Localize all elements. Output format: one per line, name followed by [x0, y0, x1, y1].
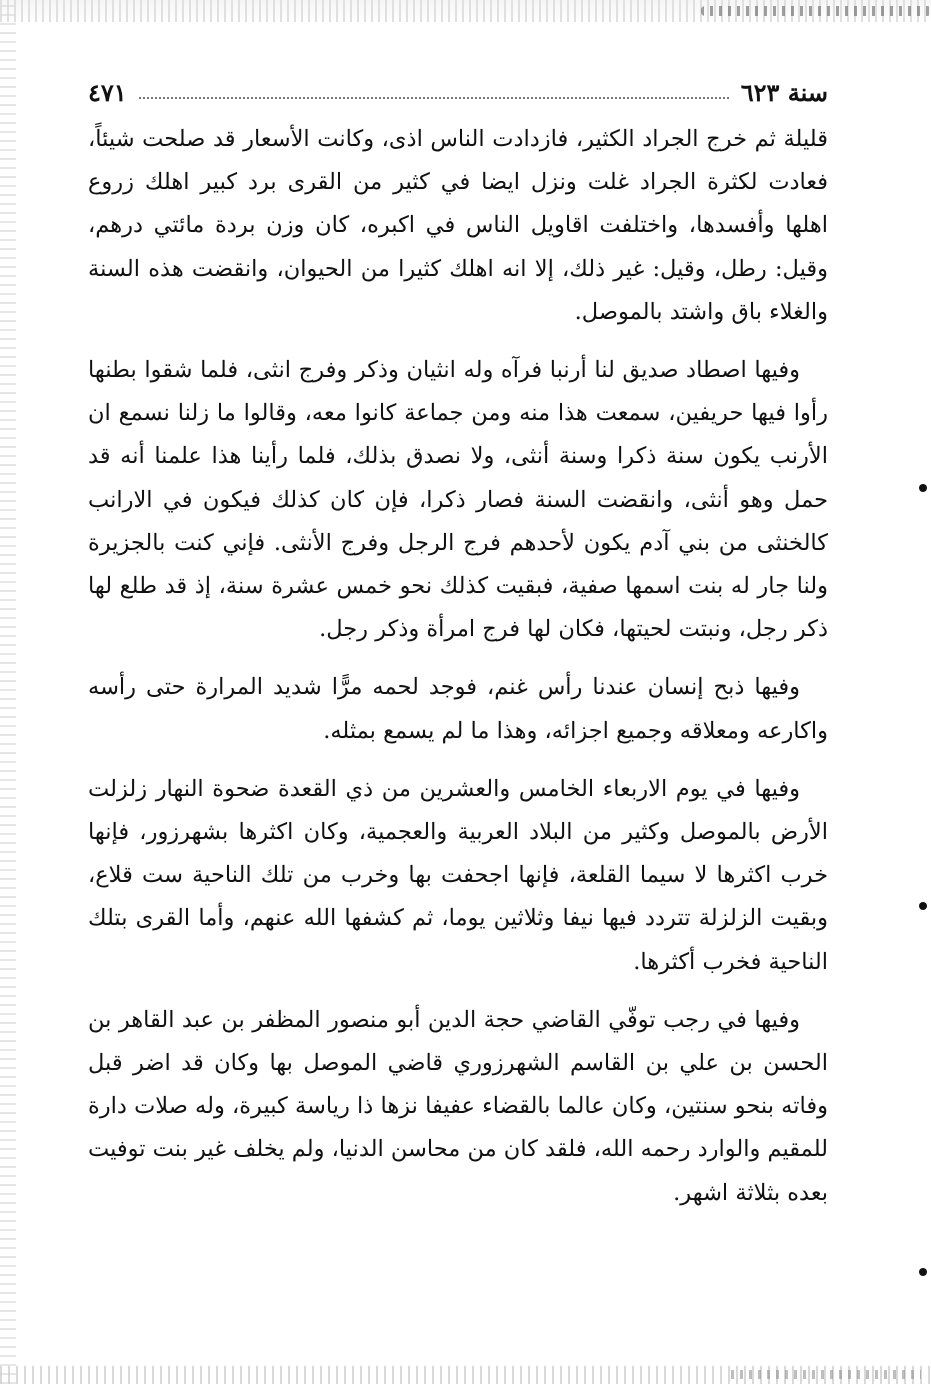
paragraph: وفيها في رجب توفّي القاضي حجة الدين أبو منصور المظفر بن عبد القاهر بن الحسن بن علي بن القاسم الشهرزوري قاضي الموصل بها وكان قد اضر قبل وفاته بنحو سنتين، وكان عالما بالقضاء عفيفا نزها ذا رياسة كبيرة، وله صلات دارة للمقيم والوارد رحمه الله، فلقد كان من محاسن الدنيا، ولم يخلف غير بنت توفيت بعده بثلاثة اشهر. [88, 1006, 828, 1206]
scan-border-bottom [0, 1366, 931, 1384]
book-page [88, 70, 828, 1230]
scan-border-top [0, 0, 931, 22]
paragraph: قليلة ثم خرج الجراد الكثير، فازدادت الناس اذى، وكانت الأسعار قد صلحت شيئاً، فعادت لكثرة الجراد غلت ونزل ايضا في كثير من القرى برد كبير اهلك زروع اهلها وأفسدها، واختلفت اقاويل الناس في اكبره، كان وزن بردة مائتي درهم، وقيل: رطل، وقيل: غير ذلك، إلا انه اهلك كثيرا من الحيوان، وانقضت هذه السنة والغلاء باق واشتد بالموصل. [88, 126, 828, 325]
paragraph: وفيها اصطاد صديق لنا أرنبا فرآه وله انثيان وذكر وفرج انثى، فلما شقوا بطنها رأوا فيها حريفين، سمعت هذا منه ومن جماعة كانوا معه، وقالوا ما زلنا نسمع ان الأرنب يكون سنة ذكرا وسنة أنثى، ولا نصدق بذلك، فلما رأينا هذا علمنا أنه قد حمل وهو أنثى، وانقضت السنة فصار ذكرا، فإن كان كذلك فيكون في الارانب كالخنثى من بني آدم يكون لأحدهم فرج الرجل وفرج الأنثى. فإني كنت بالجزيرة ولنا جار له بنت اسمها صفية، فبقيت كذلك نحو خمس عشرة سنة، إذ قد طلع لها ذكر رجل، ونبتت لحيتها، فكان لها فرج امرأة وذكر رجل. [88, 357, 828, 643]
paragraph: وفيها في يوم الاربعاء الخامس والعشرين من ذي القعدة ضحوة النهار زلزلت الأرض بالموصل وكثير من البلاد العربية والعجمية، وكان اكثرها بشهرزور، فإنها خرب اكثرها لا سيما القلعة، فإنها اجحفت بها وخرب من تلك الناحية ست قلاع، وبقيت الزلزلة تتردد فيها نيفا وثلاثين يوما، ثم كشفها الله عنهم، وأما القرى بتلك الناحية فخرب أكثرها. [88, 775, 828, 975]
edge-mark [919, 484, 927, 492]
scan-border-left [0, 0, 16, 1384]
body-text [88, 118, 828, 1215]
page-number: ٤٧١ [88, 77, 127, 107]
running-header [88, 70, 828, 114]
header-year: سنة ٦٢٣ [740, 77, 828, 107]
edge-mark [919, 1268, 927, 1276]
header-dotted-leader [139, 97, 729, 99]
paragraph: وفيها ذبح إنسان عندنا رأس غنم، فوجد لحمه مرًّا شديد المرارة حتى رأسه واكارعه ومعلاقه وجميع اجزائه، وهذا ما لم يسمع بمثله. [88, 674, 828, 744]
edge-mark [919, 902, 927, 910]
